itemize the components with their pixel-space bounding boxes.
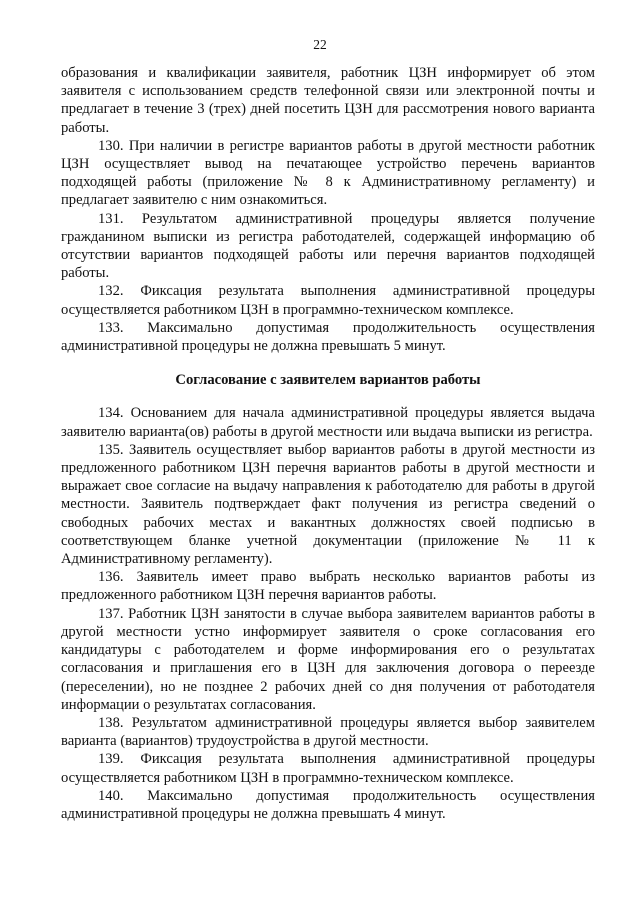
paragraph-135: 135. Заявитель осуществляет выбор вариантов работы в другой местности из предложенного работником ЦЗН перечня вариантов работы в другой местности и выражает свое согласие на выдачу направления к работодателю для работы в другой местности. Заявитель подтверждает факт получения из регистра сведений о свободных рабочих местах и вакантных должностях своей подписью в соответствующем бланке учетной документации (приложение № 11 к Административному регламенту). — [61, 441, 595, 568]
paragraph-continued: образования и квалификации заявителя, работник ЦЗН информирует об этом заявителя с использованием средств телефонной связи или электронной почты и предлагает в течение 3 (трех) дней посетить ЦЗН для рассмотрения нового варианта работы. — [61, 65, 595, 136]
document-body — [61, 64, 595, 823]
paragraph-136: 136. Заявитель имеет право выбрать несколько вариантов работы из предложенного работником ЦЗН перечня вариантов работы. — [61, 569, 595, 604]
paragraph-140: 140. Максимально допустимая продолжительность осуществления административной процедуры не должна превышать 4 минут. — [61, 787, 595, 822]
paragraph-131: 131. Результатом административной процедуры является получение гражданином выписки из регистра работодателей, содержащей информацию об отсутствии вариантов подходящей работы или перечня вариантов подходящей работы. — [61, 210, 595, 282]
paragraph-132: 132. Фиксация результата выполнения административной процедуры осуществляется работником ЦЗН в программно-техническом комплексе. — [61, 283, 595, 318]
paragraph-139: 139. Фиксация результата выполнения административной процедуры осуществляется работником ЦЗН в программно-техническом комплексе. — [61, 751, 595, 786]
paragraph-137: 137. Работник ЦЗН занятости в случае выбора заявителем вариантов работы в другой местности устно информирует заявителя о сроке согласования его кандидатуры с работодателем и форме информирования его о результатах согласования и приглашения его в ЦЗН для заключения договора о переезде (переселении), но не позднее 2 рабочих дней со дня получения от работодателя информации о результатах согласования. — [61, 605, 595, 713]
paragraph-130: 130. При наличии в регистре вариантов работы в другой местности работник ЦЗН осуществляет вывод на печатающее устройство перечень вариантов подходящей работы (приложение № 8 к Административному регламенту) и предлагает заявителю с ним ознакомиться. — [61, 137, 595, 209]
section-heading: Согласование с заявителем вариантов работы — [175, 372, 481, 389]
paragraph-134: 134. Основанием для начала административной процедуры является выдача заявителю варианта(ов) работы в другой местности или выдача выписки из регистра. — [61, 405, 595, 440]
paragraph-133: 133. Максимально допустимая продолжительность осуществления административной процедуры не должна превышать 5 минут. — [61, 319, 595, 355]
paragraph-138: 138. Результатом административной процедуры является выбор заявителем варианта (вариантов) трудоустройства в другой местности. — [61, 714, 595, 750]
page-number: 22 — [313, 37, 327, 52]
